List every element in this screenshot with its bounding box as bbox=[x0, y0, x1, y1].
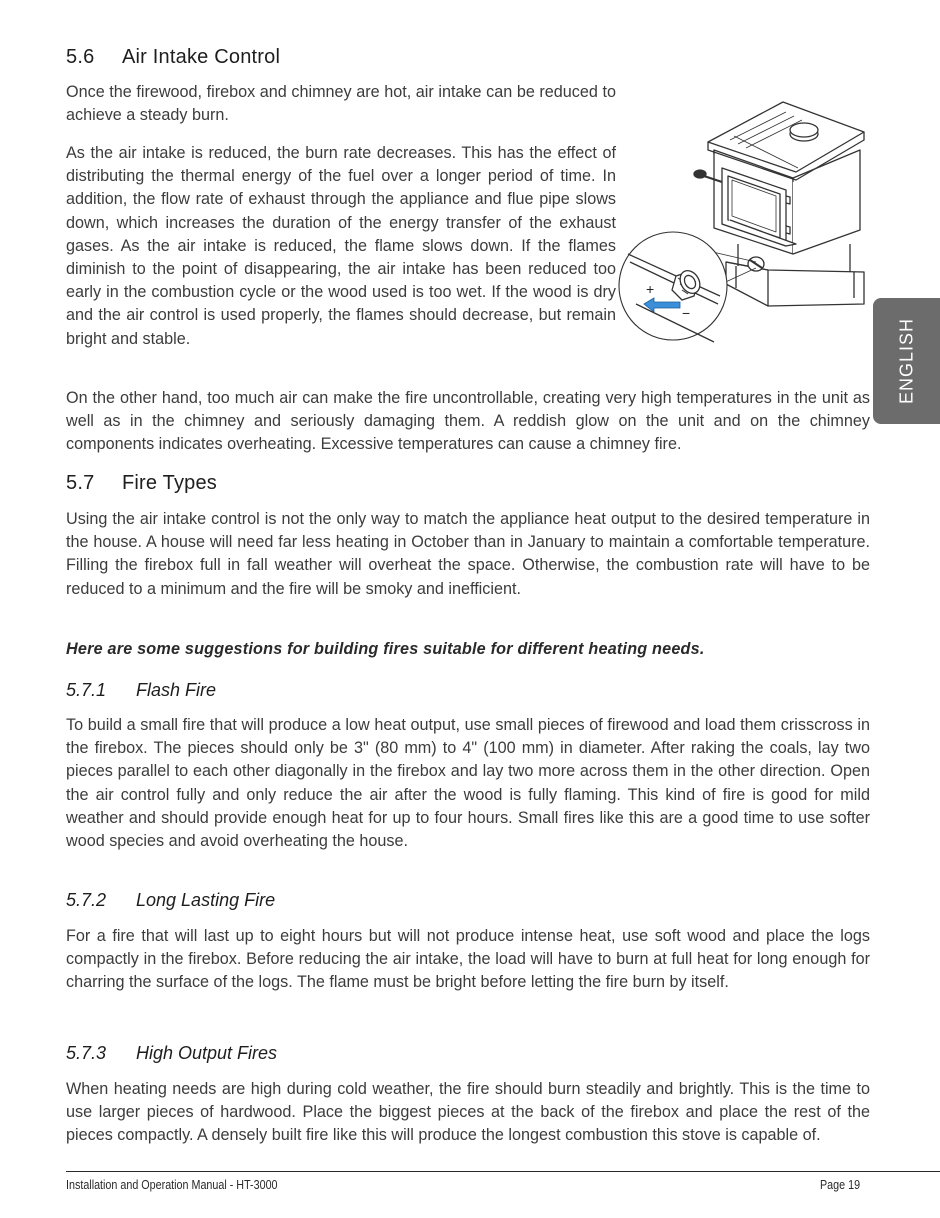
language-tab bbox=[873, 298, 940, 424]
footer-page-number: Page 19 bbox=[820, 1178, 861, 1192]
section-number: 5.7.2 bbox=[66, 890, 107, 910]
section-5-7-1-heading bbox=[66, 680, 216, 701]
suggestions-note: Here are some suggestions for building fires suitable for different heating needs. bbox=[66, 640, 705, 658]
paragraph-fire-types: Using the air intake control is not the only way to match the appliance heat output to the desired temperature in the house. A house will need far less heating in October than in January to maintain a comfortable temperature. Filling the firebox full in fall weather will overheat the space. Otherwise, the combustion rate will have to be reduced to a minimum and the fire will be smoky and inefficient. bbox=[66, 510, 870, 598]
section-number: 5.7 bbox=[66, 472, 95, 494]
plus-label: + bbox=[646, 281, 655, 297]
footer-divider bbox=[66, 1171, 940, 1172]
paragraph-burn-rate: As the air intake is reduced, the burn rate decreases. This has the effect of distributing the thermal energy of the fuel over a longer period of time. In addition, the flow rate of exhaust through the appliance and flue pipe slows down, which increases the duration of the energy transfer of the exhaust gases. As the air intake is reduced, the flame slows down. If the flames diminish to the point of disappearing, the air intake has been reduced too early in the combustion cycle or the wood used is too wet. If the wood is dry and the air control is used properly, the flames should decrease, but remain bright and stable. bbox=[66, 144, 616, 348]
paragraph-air-intake-intro: Once the firewood, firebox and chimney are hot, air intake can be reduced to achieve a steady burn. bbox=[66, 83, 616, 125]
section-title: Fire Types bbox=[122, 472, 217, 494]
section-number: 5.6 bbox=[66, 46, 95, 68]
section-number: 5.7.3 bbox=[66, 1043, 107, 1063]
section-title: Long Lasting Fire bbox=[136, 890, 276, 910]
wood-stove-air-control-illustration bbox=[618, 94, 876, 356]
paragraph-flash-fire: To build a small fire that will produce a low heat output, use small pieces of firewood and load them crisscross in the firebox. The pieces should only be 3" (80 mm) to 4" (100 mm) in diameter. After raking the coals, lay two pieces parallel to each other diagonally in the firebox and lay two more across them in the other direction. Open the air control fully and only reduce the air after the wood is fully flaming. This kind of fire is good for mild weather and should provide enough heat for up to four hours. Small fires like this are a good time to use softer wood species and avoid overheating the house. bbox=[66, 716, 870, 851]
section-title: High Output Fires bbox=[136, 1043, 278, 1063]
paragraph-high-output-fires: When heating needs are high during cold weather, the fire should burn steadily and brightly. This is the time to use larger pieces of hardwood. Place the biggest pieces at the back of the firebox and place the rest of the pieces compactly. A densely built fire like this will produce the longest combustion this stove is capable of. bbox=[66, 1080, 870, 1145]
language-tab-label: ENGLISH bbox=[896, 317, 916, 405]
section-5-7-3-heading bbox=[66, 1043, 277, 1064]
section-5-6-heading bbox=[66, 46, 280, 69]
section-title: Air Intake Control bbox=[122, 46, 281, 68]
minus-label: − bbox=[682, 305, 691, 321]
section-5-7-2-heading bbox=[66, 890, 275, 911]
section-5-7-heading bbox=[66, 472, 217, 495]
paragraph-too-much-air: On the other hand, too much air can make the fire uncontrollable, creating very high temperatures in the unit as well as in the chimney and seriously damaging them. A reddish glow on the unit and on the chimney components indicates overheating. Excessive temperatures can cause a chimney fire. bbox=[66, 389, 870, 454]
section-number: 5.7.1 bbox=[66, 680, 107, 700]
footer-manual-title: Installation and Operation Manual - HT-3000 bbox=[66, 1178, 278, 1192]
section-title: Flash Fire bbox=[136, 680, 217, 700]
paragraph-long-lasting-fire: For a fire that will last up to eight hours but will not produce intense heat, use soft wood and place the logs compactly in the firebox. Before reducing the air intake, the load will have to burn at full heat for long enough for charring the surface of the logs. The flame must be bright before letting the fire burn by itself. bbox=[66, 927, 870, 992]
